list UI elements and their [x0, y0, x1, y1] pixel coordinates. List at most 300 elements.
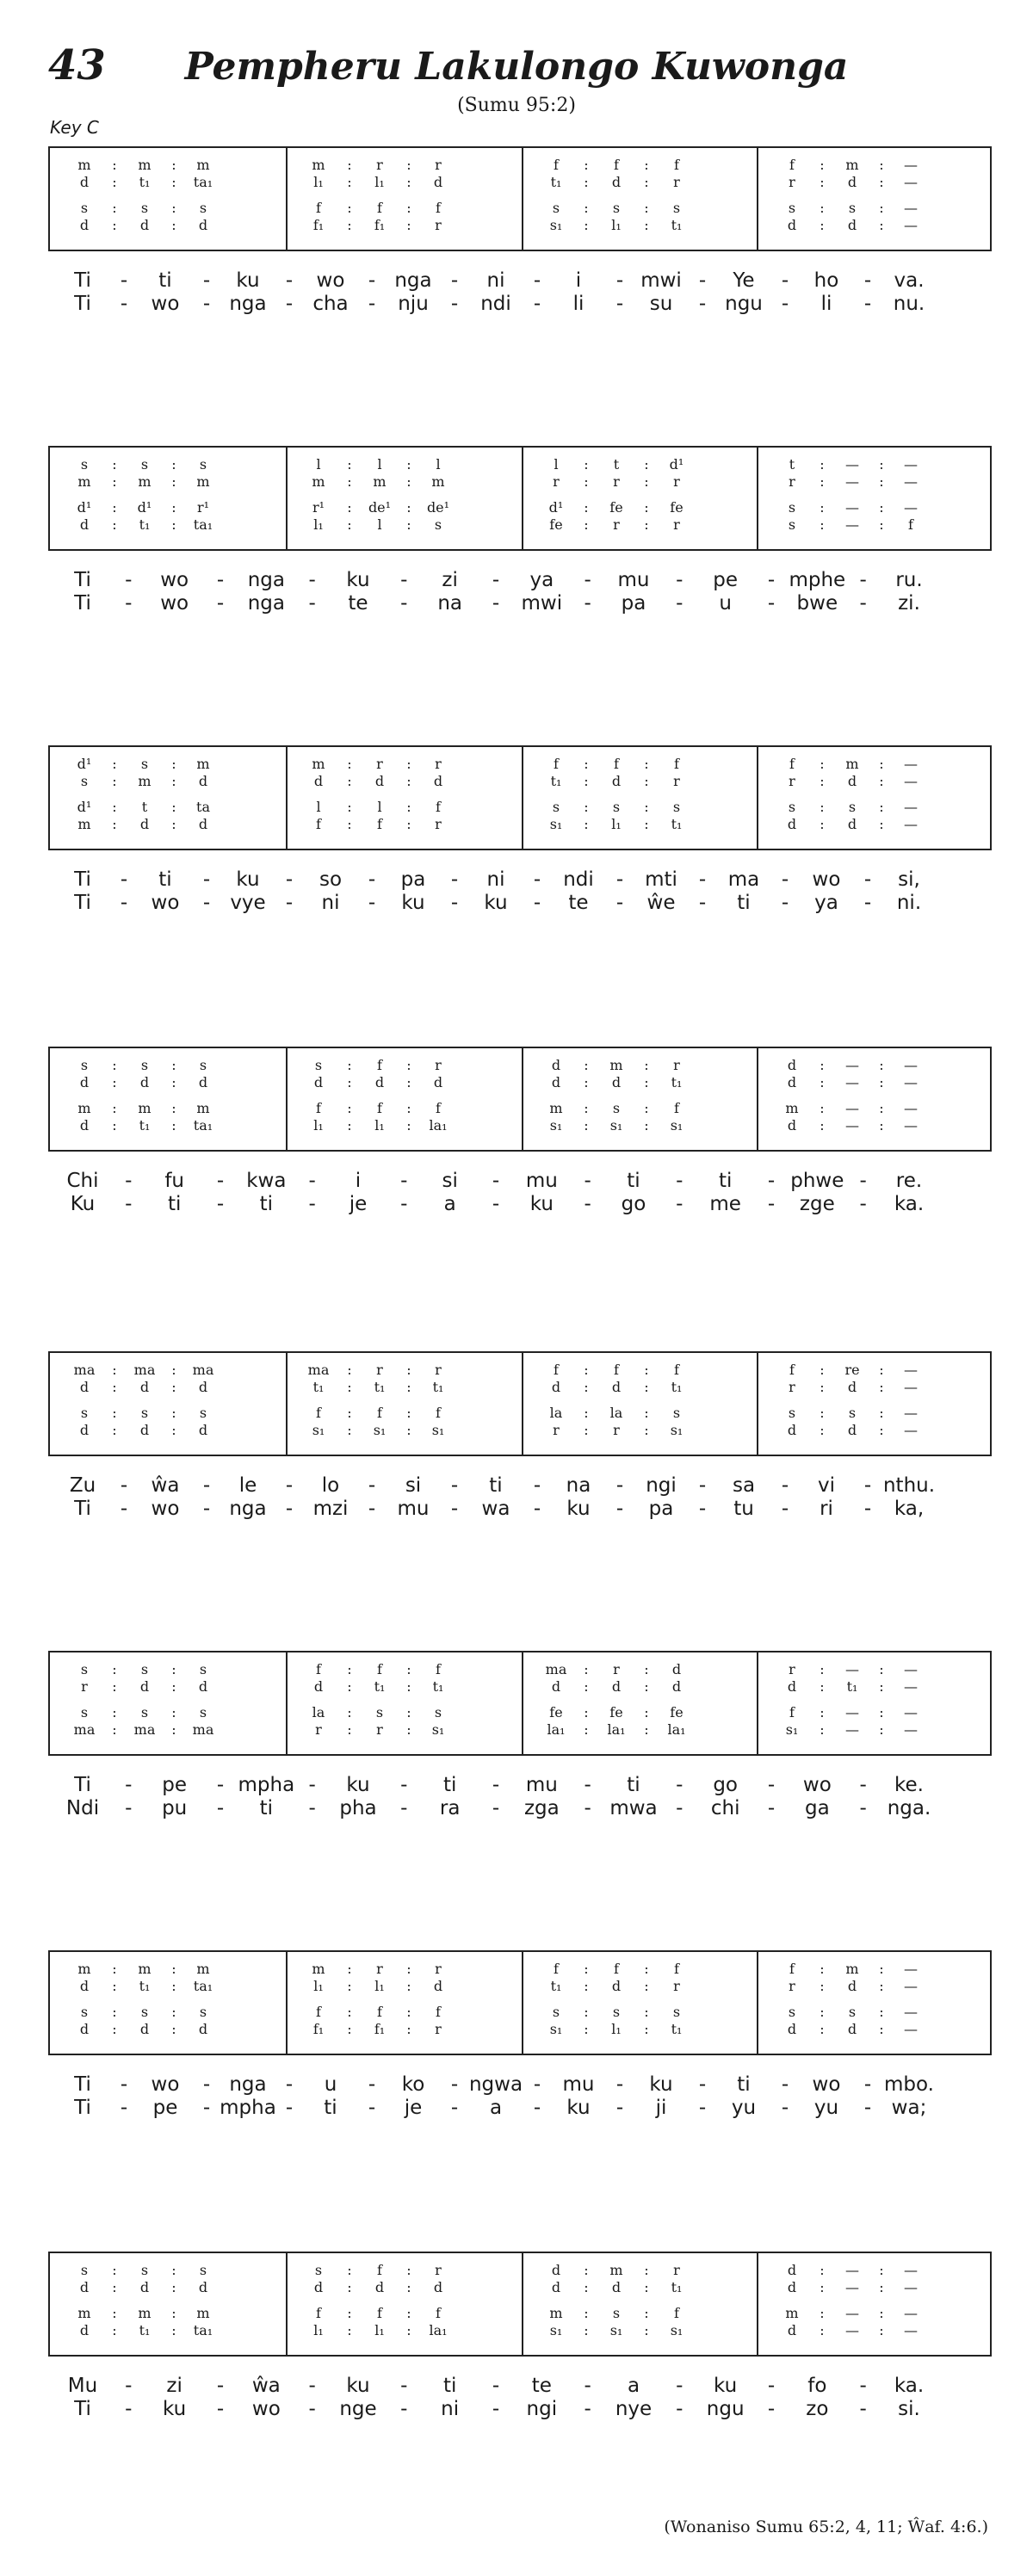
syllable-hyphen: -: [584, 2398, 591, 2420]
barline: [286, 1652, 288, 1754]
lyric-syllable: ka,: [894, 1498, 925, 1520]
solfa-note: —: [904, 756, 918, 772]
solfa-note: t₁: [671, 2279, 683, 2295]
solfa-note: r: [435, 1057, 442, 1073]
lyric-syllable: mpha: [220, 2097, 276, 2119]
beat-separator: :: [644, 2305, 649, 2321]
beat-separator: :: [820, 773, 825, 789]
syllable-hyphen: -: [120, 293, 128, 315]
lyric-syllable: mu: [562, 2073, 595, 2096]
syllable-hyphen: -: [492, 1797, 500, 1819]
solfa-note: l₁: [374, 2322, 385, 2338]
lyric-syllable: wo: [316, 269, 345, 292]
solfa-note: d: [551, 1379, 561, 1395]
solfa-note: m: [312, 756, 325, 772]
solfa-note: m: [312, 473, 325, 490]
solfa-note: s: [375, 1704, 384, 1720]
syllable-hyphen: -: [125, 1193, 133, 1215]
solfa-note: d: [79, 516, 90, 533]
beat-separator: :: [879, 816, 884, 832]
beat-separator: :: [112, 2021, 117, 2037]
beat-separator: :: [584, 2322, 589, 2338]
lyric-syllable: wo: [812, 2073, 841, 2096]
lyric-syllable: Ti: [74, 892, 91, 914]
solfa-note: s: [140, 1661, 149, 1677]
syllable-hyphen: -: [767, 2398, 776, 2420]
lyric-syllable: ke.: [894, 1774, 924, 1796]
beat-separator: :: [584, 1678, 589, 1695]
syllable-hyphen: -: [781, 1498, 789, 1520]
solfa-note: r: [435, 2262, 442, 2278]
beat-separator: :: [820, 473, 825, 490]
lyric-syllable: so: [319, 868, 343, 891]
lyric-syllable: wo: [151, 293, 180, 315]
solfa-note: s: [80, 200, 89, 216]
solfa-note: d: [198, 1074, 208, 1090]
syllable-hyphen: -: [676, 1170, 684, 1192]
lyric-syllable: ti: [158, 868, 172, 891]
solfa-note: f: [614, 157, 619, 173]
solfa-note: s: [552, 799, 560, 815]
lyric-syllable: zi: [166, 2375, 182, 2397]
solfa-note: s: [199, 1057, 207, 1073]
solfa-note: f: [436, 2004, 441, 2020]
beat-separator: :: [112, 2322, 117, 2338]
solfa-note: —: [904, 1100, 918, 1116]
solfa-note: l₁: [611, 816, 622, 832]
beat-separator: :: [347, 473, 352, 490]
lyric-syllable: wo: [160, 569, 189, 591]
beat-separator: :: [584, 1074, 589, 1090]
lyric-syllable: Mu: [67, 2375, 98, 2397]
beat-separator: :: [644, 1422, 649, 1438]
solfa-note: l₁: [313, 516, 324, 533]
lyric-syllable: yu: [731, 2097, 757, 2119]
solfa-note: r: [673, 2262, 680, 2278]
beat-separator: :: [584, 1422, 589, 1438]
lyric-syllable: ti: [442, 2375, 457, 2397]
syllable-hyphen: -: [400, 592, 408, 615]
beat-separator: :: [584, 773, 589, 789]
solfa-note: f: [436, 2305, 441, 2321]
lyric-syllable: si: [405, 1474, 422, 1497]
syllable-hyphen: -: [676, 569, 684, 591]
beat-separator: :: [171, 2021, 176, 2037]
syllable-hyphen: -: [400, 2375, 408, 2397]
solfa-staff: [48, 1651, 992, 1756]
solfa-note: r: [553, 1422, 560, 1438]
beat-separator: :: [584, 1405, 589, 1421]
lyric-syllable: ti: [259, 1193, 274, 1215]
lyric-syllable: kwa: [246, 1170, 287, 1192]
solfa-note: t₁: [671, 217, 683, 233]
solfa-note: r: [789, 473, 795, 490]
solfa-note: d: [79, 1978, 90, 1994]
solfa-note: r: [435, 756, 442, 772]
beat-separator: :: [406, 2004, 411, 2020]
solfa-staff: [48, 2252, 992, 2357]
solfa-note: ma: [545, 1661, 567, 1677]
lyric-syllable: ni: [486, 269, 505, 292]
lyric-syllable: wa: [481, 1498, 510, 1520]
beat-separator: :: [112, 799, 117, 815]
beat-separator: :: [644, 217, 649, 233]
solfa-note: m: [373, 473, 387, 490]
solfa-note: d: [433, 2279, 443, 2295]
lyric-syllable: Ti: [74, 293, 91, 315]
solfa-note: t₁: [550, 1978, 562, 1994]
lyric-syllable: mpha: [238, 1774, 295, 1796]
beat-separator: :: [584, 799, 589, 815]
syllable-hyphen: -: [859, 569, 867, 591]
solfa-note: d: [847, 217, 857, 233]
solfa-note: f: [789, 756, 795, 772]
lyric-syllable: ti: [259, 1797, 274, 1819]
solfa-note: s: [199, 2262, 207, 2278]
beat-separator: :: [406, 773, 411, 789]
beat-separator: :: [347, 456, 352, 473]
syllable-hyphen: -: [216, 2398, 225, 2420]
beat-separator: :: [879, 2279, 884, 2295]
barline: [286, 1952, 288, 2054]
syllable-hyphen: -: [781, 892, 789, 914]
solfa-note: m: [138, 157, 152, 173]
solfa-note: —: [845, 516, 859, 533]
beat-separator: :: [644, 1678, 649, 1695]
solfa-note: m: [77, 473, 91, 490]
lyric-syllable: wo: [251, 2398, 281, 2420]
solfa-note: d: [611, 1678, 622, 1695]
lyric-syllable: ti: [158, 269, 172, 292]
lyric-syllable: ti: [167, 1193, 182, 1215]
solfa-note: t₁: [671, 2021, 683, 2037]
syllable-hyphen: -: [308, 2398, 316, 2420]
beat-separator: :: [347, 1405, 352, 1421]
solfa-note: r: [435, 2021, 442, 2037]
syllable-hyphen: -: [584, 1170, 591, 1192]
lyric-syllable: je: [349, 1193, 368, 1215]
syllable-hyphen: -: [216, 1170, 225, 1192]
lyric-syllable: ngi: [526, 2398, 558, 2420]
solfa-note: d: [139, 1379, 150, 1395]
syllable-hyphen: -: [216, 1774, 225, 1796]
solfa-note: f: [789, 1961, 795, 1977]
lyric-syllable: ho: [813, 269, 839, 292]
beat-separator: :: [820, 816, 825, 832]
syllable-hyphen: -: [615, 868, 624, 891]
beat-separator: :: [171, 157, 176, 173]
lyric-syllable: zi: [442, 569, 458, 591]
solfa-note: —: [845, 2279, 859, 2295]
beat-separator: :: [644, 1961, 649, 1977]
syllable-hyphen: -: [120, 868, 128, 891]
solfa-note: fe: [609, 499, 623, 516]
beat-separator: :: [112, 200, 117, 216]
syllable-hyphen: -: [308, 1170, 316, 1192]
syllable-hyphen: -: [368, 2073, 376, 2096]
solfa-note: s: [140, 1057, 149, 1073]
solfa-staff: [48, 1351, 992, 1456]
beat-separator: :: [171, 1117, 176, 1134]
beat-separator: :: [112, 1661, 117, 1677]
beat-separator: :: [820, 1100, 825, 1116]
beat-separator: :: [879, 473, 884, 490]
solfa-note: d: [787, 2322, 797, 2338]
syllable-hyphen: -: [202, 868, 211, 891]
solfa-note: s: [140, 1704, 149, 1720]
beat-separator: :: [112, 2262, 117, 2278]
beat-separator: :: [347, 2279, 352, 2295]
barline: [757, 2253, 758, 2355]
solfa-note: d: [551, 2262, 561, 2278]
solfa-note: t₁: [846, 1678, 858, 1695]
syllable-hyphen: -: [492, 1170, 500, 1192]
syllable-hyphen: -: [308, 2375, 316, 2397]
syllable-hyphen: -: [859, 2398, 867, 2420]
beat-separator: :: [879, 2305, 884, 2321]
solfa-note: s: [552, 2004, 560, 2020]
solfa-note: d: [198, 773, 208, 789]
solfa-note: l₁: [313, 1117, 324, 1134]
syllable-hyphen: -: [615, 2073, 624, 2096]
solfa-note: f: [436, 200, 441, 216]
beat-separator: :: [879, 2322, 884, 2338]
lyric-syllable: ngi: [646, 1474, 677, 1497]
lyric-syllable: pa: [648, 1498, 674, 1520]
lyric-syllable: yu: [813, 2097, 839, 2119]
solfa-note: m: [138, 773, 152, 789]
beat-separator: :: [112, 1405, 117, 1421]
solfa-note: s: [80, 773, 89, 789]
solfa-note: f: [377, 2004, 382, 2020]
solfa-note: l: [436, 456, 441, 473]
lyric-syllable: ru.: [895, 569, 923, 591]
solfa-note: ma: [133, 1721, 156, 1738]
beat-separator: :: [112, 816, 117, 832]
solfa-staff: [48, 146, 992, 251]
solfa-note: —: [845, 2262, 859, 2278]
barline: [757, 448, 758, 549]
solfa-note: s₁: [431, 1422, 445, 1438]
solfa-note: m: [431, 473, 445, 490]
syllable-hyphen: -: [615, 1474, 624, 1497]
lyric-syllable: Ndi: [65, 1797, 100, 1819]
lyric-syllable: Ku: [70, 1193, 96, 1215]
solfa-note: f: [614, 1362, 619, 1378]
lyric-syllable: ku: [163, 2398, 187, 2420]
syllable-hyphen: -: [202, 2073, 211, 2096]
lyric-syllable: na: [566, 1474, 591, 1497]
syllable-hyphen: -: [285, 1474, 294, 1497]
lyric-syllable: ngu: [706, 2398, 745, 2420]
beat-separator: :: [347, 2262, 352, 2278]
syllable-hyphen: -: [492, 2398, 500, 2420]
beat-separator: :: [171, 2305, 176, 2321]
beat-separator: :: [347, 200, 352, 216]
beat-separator: :: [820, 157, 825, 173]
beat-separator: :: [347, 1057, 352, 1073]
beat-separator: :: [112, 756, 117, 772]
lyric-syllable: ŵe: [646, 892, 676, 914]
solfa-note: d: [787, 1057, 797, 1073]
beat-separator: :: [584, 1100, 589, 1116]
solfa-note: ma: [307, 1362, 330, 1378]
solfa-note: —: [845, 473, 859, 490]
solfa-note: s: [199, 200, 207, 216]
beat-separator: :: [406, 1704, 411, 1720]
solfa-note: m: [312, 157, 325, 173]
solfa-note: —: [904, 174, 918, 190]
solfa-note: f: [436, 1405, 441, 1421]
solfa-note: d: [847, 1379, 857, 1395]
solfa-note: d¹: [137, 499, 152, 516]
solfa-note: s: [199, 1661, 207, 1677]
beat-separator: :: [820, 499, 825, 516]
beat-separator: :: [347, 816, 352, 832]
solfa-note: l₁: [374, 1978, 385, 1994]
solfa-note: la: [312, 1704, 325, 1720]
lyric-syllable: wo: [151, 2073, 180, 2096]
beat-separator: :: [171, 200, 176, 216]
beat-separator: :: [171, 516, 176, 533]
beat-separator: :: [112, 1100, 117, 1116]
solfa-note: r: [376, 1961, 383, 1977]
solfa-note: m: [196, 2305, 210, 2321]
lyric-syllable: li: [820, 293, 832, 315]
solfa-note: —: [904, 2279, 918, 2295]
lyric-syllable: ŵa: [151, 1474, 180, 1497]
syllable-hyphen: -: [615, 892, 624, 914]
syllable-hyphen: -: [400, 2398, 408, 2420]
barline: [286, 2253, 288, 2355]
solfa-note: fe: [670, 499, 684, 516]
syllable-hyphen: -: [698, 2073, 707, 2096]
lyric-syllable: nga: [394, 269, 432, 292]
lyric-syllable: a: [443, 1193, 456, 1215]
beat-separator: :: [644, 816, 649, 832]
lyric-syllable: pe: [162, 1774, 188, 1796]
lyric-syllable: Chi: [66, 1170, 99, 1192]
beat-separator: :: [879, 1704, 884, 1720]
beat-separator: :: [820, 2279, 825, 2295]
beat-separator: :: [112, 1379, 117, 1395]
solfa-note: r: [673, 174, 680, 190]
beat-separator: :: [879, 1661, 884, 1677]
solfa-note: d¹: [77, 756, 92, 772]
syllable-hyphen: -: [533, 2073, 541, 2096]
solfa-note: ta₁: [193, 174, 213, 190]
lyric-syllable: ku: [484, 892, 508, 914]
solfa-note: f: [316, 1100, 321, 1116]
solfa-note: d: [433, 773, 443, 789]
lyric-syllable: ni: [321, 892, 340, 914]
solfa-note: r: [613, 473, 620, 490]
syllable-hyphen: -: [533, 2097, 541, 2119]
solfa-note: t₁: [671, 816, 683, 832]
solfa-note: d: [198, 1422, 208, 1438]
beat-separator: :: [347, 1379, 352, 1395]
solfa-note: —: [904, 200, 918, 216]
solfa-note: m: [196, 157, 210, 173]
syllable-hyphen: -: [400, 569, 408, 591]
syllable-hyphen: -: [450, 868, 459, 891]
beat-separator: :: [879, 1405, 884, 1421]
syllable-hyphen: -: [120, 2073, 128, 2096]
solfa-note: —: [845, 1117, 859, 1134]
lyric-syllable: Ti: [74, 592, 91, 615]
solfa-note: s: [848, 1405, 857, 1421]
lyric-syllable: Zu: [69, 1474, 96, 1497]
solfa-note: l₁: [374, 174, 385, 190]
barline: [522, 148, 523, 250]
solfa-note: d: [139, 2021, 150, 2037]
lyric-syllable: nye: [615, 2398, 653, 2420]
beat-separator: :: [347, 1100, 352, 1116]
lyric-syllable: chi: [710, 1797, 740, 1819]
solfa-note: d: [374, 2279, 385, 2295]
lyric-syllable: ku: [346, 2375, 370, 2397]
solfa-note: d: [787, 2021, 797, 2037]
lyric-syllable: bwe: [796, 592, 838, 615]
solfa-note: s: [612, 2004, 621, 2020]
solfa-note: f₁: [374, 2021, 386, 2037]
lyric-syllable: ngu: [725, 293, 763, 315]
barline: [757, 148, 758, 250]
lyric-syllable: i: [575, 269, 582, 292]
beat-separator: :: [406, 2021, 411, 2037]
lyric-syllable: pha: [339, 1797, 377, 1819]
solfa-note: d: [847, 1422, 857, 1438]
beat-separator: :: [584, 456, 589, 473]
solfa-note: t₁: [550, 174, 562, 190]
beat-separator: :: [406, 157, 411, 173]
syllable-hyphen: -: [698, 868, 707, 891]
solfa-note: t₁: [139, 516, 151, 533]
syllable-hyphen: -: [859, 1193, 867, 1215]
solfa-note: s₁: [609, 2322, 623, 2338]
beat-separator: :: [879, 516, 884, 533]
lyric-syllable: mu: [525, 1774, 558, 1796]
beat-separator: :: [584, 516, 589, 533]
solfa-note: s: [80, 456, 89, 473]
lyric-syllable: wa;: [891, 2097, 927, 2119]
beat-separator: :: [820, 1661, 825, 1677]
lyric-syllable: Ti: [74, 868, 91, 891]
syllable-hyphen: -: [676, 1193, 684, 1215]
beat-separator: :: [112, 1961, 117, 1977]
solfa-note: f: [789, 157, 795, 173]
solfa-note: d: [198, 1379, 208, 1395]
solfa-note: f: [377, 200, 382, 216]
syllable-hyphen: -: [863, 2073, 872, 2096]
solfa-note: l: [377, 516, 382, 533]
beat-separator: :: [644, 2322, 649, 2338]
syllable-hyphen: -: [125, 569, 133, 591]
beat-separator: :: [820, 2262, 825, 2278]
solfa-note: m: [77, 1961, 91, 1977]
beat-separator: :: [112, 1978, 117, 1994]
beat-separator: :: [406, 200, 411, 216]
solfa-note: s: [612, 2305, 621, 2321]
beat-separator: :: [112, 157, 117, 173]
beat-separator: :: [112, 2279, 117, 2295]
beat-separator: :: [112, 516, 117, 533]
beat-separator: :: [879, 1117, 884, 1134]
solfa-note: s₁: [549, 2322, 563, 2338]
beat-separator: :: [171, 799, 176, 815]
solfa-note: m: [196, 1961, 210, 1977]
beat-separator: :: [879, 2262, 884, 2278]
